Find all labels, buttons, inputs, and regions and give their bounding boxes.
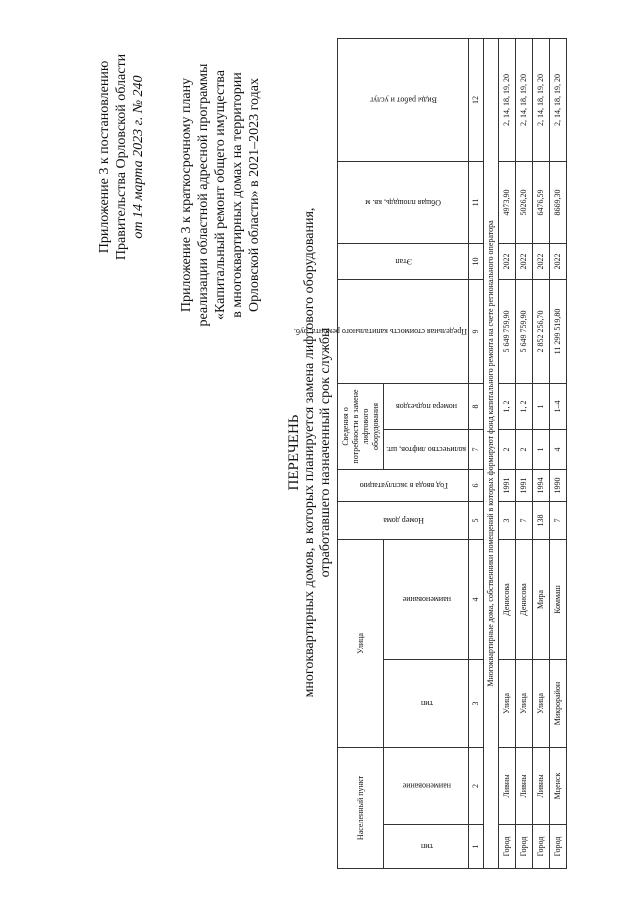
cell-cost: 2 852 256,70 <box>533 279 550 383</box>
cell-cost: 5 649 759,90 <box>516 279 533 383</box>
cell-stage: 2022 <box>533 243 550 279</box>
column-number: 3 <box>469 659 484 747</box>
header-locality-type: тип <box>384 825 469 869</box>
cell-lift-count: 1 <box>533 429 550 469</box>
document-subtitle-line: многоквартирных домов, в которых планируется замена лифтового оборудования, <box>302 207 317 698</box>
cell-house: 7 <box>516 501 533 539</box>
column-number: 8 <box>469 383 484 429</box>
header-lift-info: Сведения о потребности в замене лифтового оборудования <box>338 383 384 469</box>
cell-locality-name: Мценск <box>550 747 567 824</box>
document-title: ПЕРЕЧЕНЬ <box>286 414 302 491</box>
cell-year: 1994 <box>533 469 550 501</box>
column-number: 11 <box>469 161 484 243</box>
cell-entrances: 1–4 <box>550 383 567 429</box>
cell-street-name: Денисова <box>499 539 516 659</box>
appendix-line: в многоквартирных домах на территории <box>230 72 245 318</box>
header-street: Улица <box>338 539 384 747</box>
cell-locality-name: Ливны <box>516 747 533 824</box>
cell-cost: 11 299 519,80 <box>550 279 567 383</box>
cell-stage: 2022 <box>499 243 516 279</box>
cell-lift-count: 2 <box>499 429 516 469</box>
document-heading <box>286 0 334 905</box>
document-subtitle-line: отработавшего назначенный срок службы <box>318 327 333 578</box>
header-work-types: Виды работ и услуг <box>338 38 469 161</box>
appendix-line: реализации областной адресной программы <box>196 63 211 327</box>
column-number: 2 <box>469 747 484 824</box>
cell-house: 3 <box>499 501 516 539</box>
cell-house: 138 <box>533 501 550 539</box>
cell-house: 7 <box>550 501 567 539</box>
header-locality-name: наименование <box>384 747 469 824</box>
cell-year: 1991 <box>499 469 516 501</box>
cell-cost: 5 649 759,90 <box>499 279 516 383</box>
appendix-date-line: от 14 марта 2023 г. № 240 <box>131 75 146 239</box>
column-number: 6 <box>469 469 484 501</box>
column-number: 10 <box>469 243 484 279</box>
table-row <box>516 38 533 868</box>
cell-street-type: Улица <box>516 659 533 747</box>
cell-area: 8669,30 <box>550 161 567 243</box>
cell-locality-type: Город <box>550 825 567 869</box>
header-locality: Населенный пункт <box>338 747 384 868</box>
cell-lift-count: 2 <box>516 429 533 469</box>
appendix-line: Приложение 3 к краткосрочному плану <box>179 77 194 313</box>
cell-locality-type: Город <box>516 825 533 869</box>
appendix-line: Правительства Орловской области <box>114 53 129 261</box>
cell-locality-type: Город <box>533 825 550 869</box>
cell-lift-count: 4 <box>550 429 567 469</box>
cell-area: 5026,20 <box>516 161 533 243</box>
cell-entrances: 1, 2 <box>499 383 516 429</box>
cell-street-name: Денисова <box>516 539 533 659</box>
cell-work-types: 2, 14, 18, 19, 20 <box>533 38 550 161</box>
cell-year: 1990 <box>550 469 567 501</box>
appendix-line: «Капитальный ремонт общего имущества <box>213 70 228 320</box>
table-row <box>499 38 516 868</box>
cell-locality-name: Ливны <box>499 747 516 824</box>
column-number: 1 <box>469 825 484 869</box>
appendix-line: Приложение 3 к постановлению <box>97 60 112 254</box>
column-number: 9 <box>469 279 484 383</box>
cell-street-type: Улица <box>499 659 516 747</box>
header-street-type: тип <box>384 659 469 747</box>
header-stage: Этап <box>338 243 469 279</box>
cell-work-types: 2, 14, 18, 19, 20 <box>550 38 567 161</box>
cell-stage: 2022 <box>550 243 567 279</box>
header-lift-count: количество лифтов, шт. <box>384 429 469 469</box>
header-house-number: Номер дома <box>338 501 469 539</box>
cell-locality-type: Город <box>499 825 516 869</box>
cell-entrances: 1, 2 <box>516 383 533 429</box>
cell-stage: 2022 <box>516 243 533 279</box>
table-row <box>550 38 567 868</box>
header-lift-entrances: номера подъездов <box>384 383 469 429</box>
column-number: 7 <box>469 429 484 469</box>
column-number: 4 <box>469 539 484 659</box>
cell-work-types: 2, 14, 18, 19, 20 <box>516 38 533 161</box>
cell-street-name: Мира <box>533 539 550 659</box>
cell-locality-name: Ливны <box>533 747 550 824</box>
cell-entrances: 1 <box>533 383 550 429</box>
resolution-appendix-note <box>96 37 147 277</box>
cell-work-types: 2, 14, 18, 19, 20 <box>499 38 516 161</box>
header-year: Год ввода в эксплуатацию <box>338 469 469 501</box>
group-row-label: Многоквартирные дома, собственники помещений в которых формируют фонд капитального ремонта на счете регионального оператора <box>484 38 499 868</box>
cell-street-type: Улица <box>533 659 550 747</box>
header-cost: Предельная стоимость капитального ремонта, руб. <box>338 279 469 383</box>
appendix-line: Орловской области» в 2021–2023 годах <box>247 78 262 312</box>
header-area: Общая площадь, кв. м <box>338 161 469 243</box>
cell-area: 6476,59 <box>533 161 550 243</box>
cell-street-name: Коммаш <box>550 539 567 659</box>
cell-street-type: Микрорайон <box>550 659 567 747</box>
column-number: 12 <box>469 38 484 161</box>
table-row <box>533 38 550 868</box>
header-street-name: наименование <box>384 539 469 659</box>
cell-area: 4973,90 <box>499 161 516 243</box>
column-number: 5 <box>469 501 484 539</box>
plan-appendix-note <box>178 10 263 380</box>
cell-year: 1991 <box>516 469 533 501</box>
